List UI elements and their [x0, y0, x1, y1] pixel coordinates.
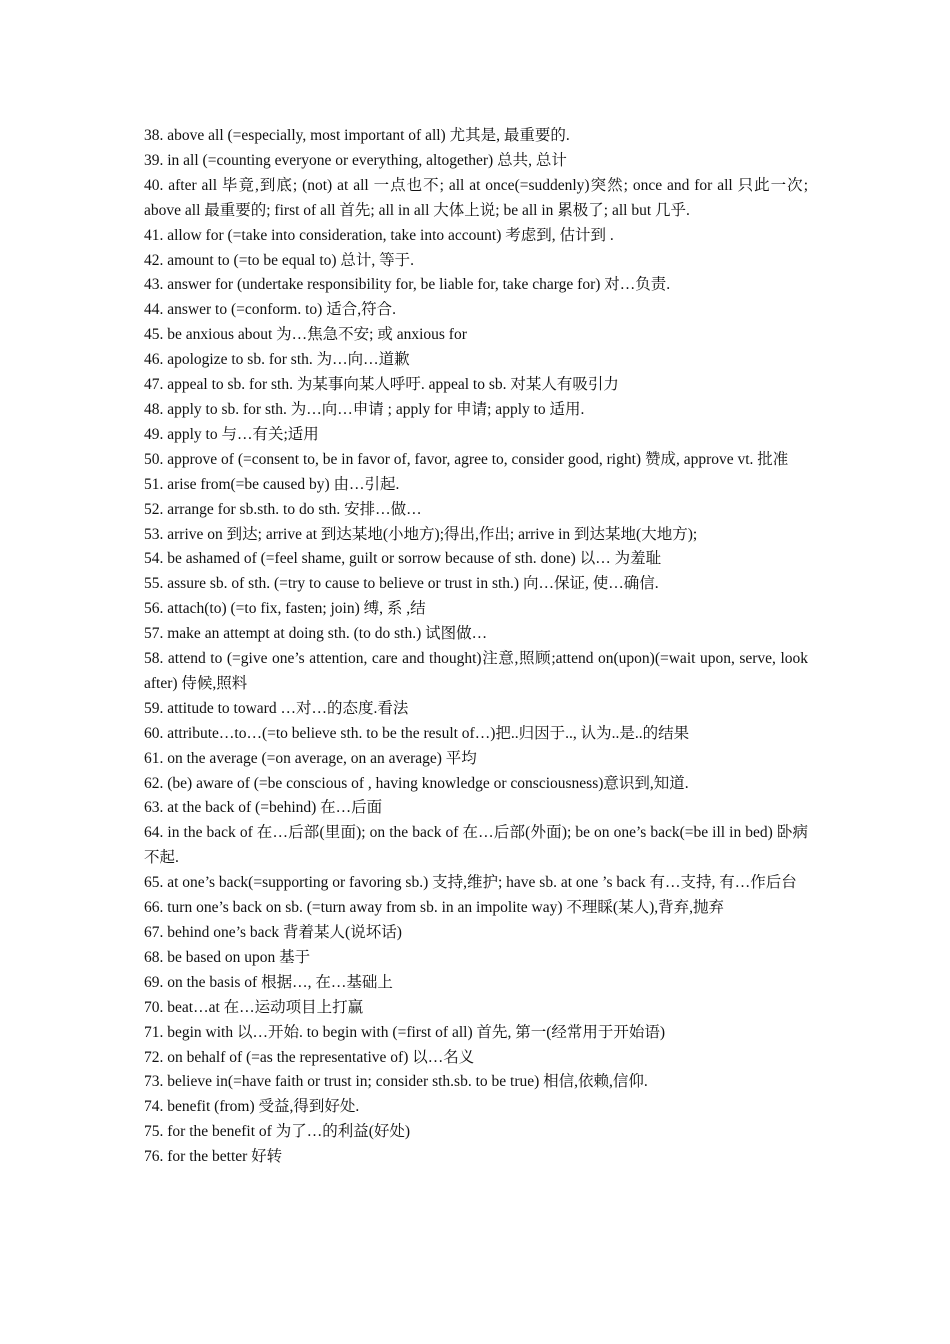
phrase-entry-58: 58. attend to (=give one’s attention, care and thought)注意,照顾;attend on(upon)(=wait upon, serve, look after) 侍候,照料	[144, 650, 808, 692]
phrase-entry-50: 50. approve of (=consent to, be in favor of, favor, agree to, consider good, right) 赞成, approve vt. 批准	[144, 450, 789, 468]
phrase-entry-61: 61. on the average (=on average, on an average) 平均	[144, 749, 477, 767]
phrase-entry-67: 67. behind one’s back 背着某人(说坏话)	[144, 924, 402, 941]
phrase-entry-47: 47. appeal to sb. for sth. 为某事向某人呼吁. appeal to sb. 对某人有吸引力	[144, 376, 619, 394]
phrase-entry-42: 42. amount to (=to be equal to) 总计, 等于.	[144, 251, 415, 269]
phrase-entry-51: 51. arise from(=be caused by) 由…引起.	[144, 475, 400, 493]
phrase-entry-43: 43. answer for (undertake responsibility for, be liable for, take charge for) 对…负责.	[144, 276, 671, 294]
phrase-entry-55: 55. assure sb. of sth. (=try to cause to believe or trust in sth.) 向…保证, 使…确信.	[144, 575, 659, 593]
phrase-entry-71: 71. begin with 以…开始. to begin with (=first of all) 首先, 第一(经常用于开始语)	[144, 1023, 666, 1041]
phrase-entry-39: 39. in all (=counting everyone or everything, altogether) 总共, 总计	[144, 151, 567, 169]
phrase-entry-56: 56. attach(to) (=to fix, fasten; join) 缚, 系 ,结	[144, 600, 426, 618]
phrase-entry-59: 59. attitude to toward …对…的态度.看法	[144, 699, 409, 717]
phrase-entry-63: 63. at the back of (=behind) 在…后面	[144, 799, 383, 817]
phrase-entry-70: 70. beat…at 在…运动项目上打赢	[144, 998, 364, 1016]
phrase-entry-54: 54. be ashamed of (=feel shame, guilt or sorrow because of sth. done) 以… 为羞耻	[144, 550, 662, 568]
phrase-entry-72: 72. on behalf of (=as the representative of) 以…名义	[144, 1048, 475, 1066]
phrase-entry-48: 48. apply to sb. for sth. 为…向…申请 ; apply for 申请; apply to 适用.	[144, 400, 585, 418]
phrase-entry-40: 40. after all 毕竟,到底; (not) at all 一点也不; all at once(=suddenly)突然; once and for all 只此一次; above all 最重要的; first of all 首先; all in all 大体上说; be all in 累极了; all but 几乎.	[144, 176, 808, 219]
phrase-entry-65: 65. at one’s back(=supporting or favoring sb.) 支持,维护; have sb. at one ’s back 有…支持, 有…作后台	[144, 874, 797, 892]
phrase-entry-45: 45. be anxious about 为…焦急不安; 或 anxious for	[144, 326, 467, 344]
phrase-entry-64: 64. in the back of 在…后部(里面); on the back of 在…后部(外面); be on one’s back(=be ill in bed) 卧病不起.	[144, 824, 808, 867]
phrase-entry-66: 66. turn one’s back on sb. (=turn away from sb. in an impolite way) 不理睬(某人),背弃,抛弃	[144, 899, 724, 917]
phrase-entry-62: 62. (be) aware of (=be conscious of , having knowledge or consciousness)意识到,知道.	[144, 774, 689, 792]
phrase-entry-74: 74. benefit (from) 受益,得到好处.	[144, 1098, 360, 1116]
phrase-entry-60: 60. attribute…to…(=to believe sth. to be the result of…)把..归因于.., 认为..是..的结果	[144, 724, 690, 742]
phrase-entry-53: 53. arrive on 到达; arrive at 到达某地(小地方);得出,作出; arrive in 到达某地(大地方);	[144, 525, 698, 543]
phrase-entry-73: 73. believe in(=have faith or trust in; consider sth.sb. to be true) 相信,依赖,信仰.	[144, 1073, 648, 1091]
phrase-entry-49: 49. apply to 与…有关;适用	[144, 425, 319, 443]
phrase-entry-46: 46. apologize to sb. for sth. 为…向…道歉	[144, 351, 410, 369]
phrase-entry-52: 52. arrange for sb.sth. to do sth. 安排…做…	[144, 500, 422, 518]
phrase-entry-44: 44. answer to (=conform. to) 适合,符合.	[144, 301, 396, 319]
phrase-entry-75: 75. for the benefit of 为了…的利益(好处)	[144, 1123, 411, 1141]
phrase-entry-38: 38. above all (=especially, most important of all) 尤其是, 最重要的.	[144, 127, 570, 144]
phrase-entry-41: 41. allow for (=take into consideration, take into account) 考虑到, 估计到 .	[144, 226, 614, 244]
phrase-entry-57: 57. make an attempt at doing sth. (to do sth.) 试图做…	[144, 625, 488, 643]
document-page	[144, 124, 808, 1170]
phrase-entry-69: 69. on the basis of 根据…, 在…基础上	[144, 973, 393, 991]
phrase-entry-76: 76. for the better 好转	[144, 1148, 283, 1166]
phrase-entry-68: 68. be based on upon 基于	[144, 948, 311, 966]
